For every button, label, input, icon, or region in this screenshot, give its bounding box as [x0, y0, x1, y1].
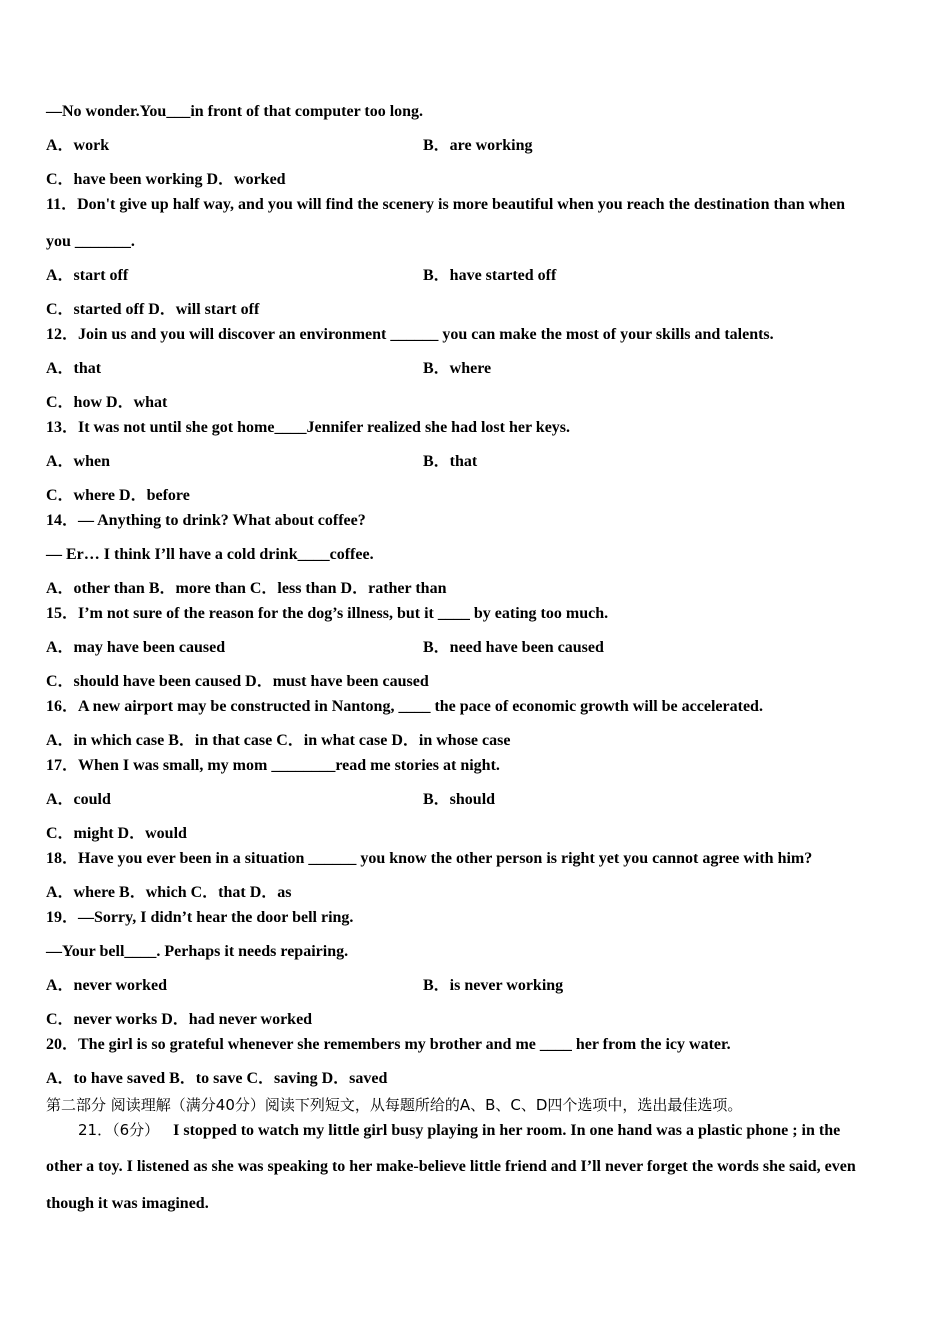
q12-options-ab: [46, 359, 906, 379]
q12-option-b: B．where: [423, 360, 492, 377]
q13-option-b: B．that: [423, 453, 478, 470]
q20-stem: 20．The girl is so grateful whenever she remembers my brother and me ____ her from the icy water.: [46, 1036, 731, 1053]
q19-option-a: A．never worked: [46, 977, 168, 994]
q10-option-a: A．work: [46, 137, 110, 154]
q13-options-ab: [46, 452, 906, 472]
q21-text-3: though it was imagined.: [46, 1195, 209, 1212]
q20-options: A．to have saved B．to save C．saving D．saved: [46, 1070, 388, 1087]
q15-options-cd: C．should have been caused D．must have been caused: [46, 673, 429, 690]
q14-answer-line: — Er… I think I’ll have a cold drink____coffee.: [46, 546, 374, 563]
q21-text-2: other a toy. I listened as she was speaking to her make-believe little friend and I’ll never forget the words she said, even: [46, 1158, 856, 1175]
q12-options-cd: C．how D．what: [46, 394, 168, 411]
q10-option-b: B．are working: [423, 137, 533, 154]
q11-option-a: A．start off: [46, 267, 129, 284]
q11-options-ab: [46, 266, 906, 286]
q17-options-ab: [46, 790, 906, 810]
q15-options-ab: [46, 638, 906, 658]
q10-options-cd: C．have been working D．worked: [46, 171, 286, 188]
q18-stem: 18．Have you ever been in a situation ______ you know the other person is right yet you cannot agree with him?: [46, 850, 813, 867]
q19-stem: 19．—Sorry, I didn’t hear the door bell ring.: [46, 909, 354, 926]
q21-number: 21．（6分）: [78, 1121, 160, 1139]
q10-options-ab: [46, 136, 906, 156]
q12-option-a: A．that: [46, 360, 102, 377]
q21-line-1: [78, 1120, 840, 1141]
q13-stem: 13．It was not until she got home____Jennifer realized she had lost her keys.: [46, 419, 571, 436]
q11-stem-line-2: you _______.: [46, 233, 135, 250]
q17-options-cd: C．might D．would: [46, 825, 187, 842]
q19-answer-line: —Your bell____. Perhaps it needs repairing.: [46, 943, 349, 960]
q19-options-ab: [46, 976, 906, 996]
q11-stem-line-1: 11．Don't give up half way, and you will find the scenery is more beautiful when you reach the destination than when: [46, 196, 846, 213]
part2-heading: 第二部分 阅读理解（满分40分）阅读下列短文，从每题所给的A、B、C、D四个选项中，选出最佳选项。: [46, 1096, 743, 1114]
q16-stem: 16．A new airport may be constructed in Nantong, ____ the pace of economic growth will be accelerated.: [46, 698, 763, 715]
q21-text-1: I stopped to watch my little girl busy playing in her room. In one hand was a plastic phone ; in the: [173, 1122, 841, 1139]
q19-options-cd: C．never works D．had never worked: [46, 1011, 313, 1028]
q13-options-cd: C．where D．before: [46, 487, 190, 504]
q17-option-a: A．could: [46, 791, 111, 808]
q15-stem: 15．I’m not sure of the reason for the dog’s illness, but it ____ by eating too much.: [46, 605, 609, 622]
q18-options: A．where B．which C．that D．as: [46, 884, 292, 901]
q11-options-cd: C．started off D．will start off: [46, 301, 260, 318]
q10-answer-line: —No wonder.You___in front of that computer too long.: [46, 103, 424, 120]
q17-option-b: B．should: [423, 791, 496, 808]
q13-option-a: A．when: [46, 453, 111, 470]
q17-stem: 17．When I was small, my mom ________read me stories at night.: [46, 757, 500, 774]
q16-options: A．in which case B．in that case C．in what case D．in whose case: [46, 732, 511, 749]
q15-option-a: A．may have been caused: [46, 639, 226, 656]
q14-options: A．other than B．more than C．less than D．rather than: [46, 580, 447, 597]
q15-option-b: B．need have been caused: [423, 639, 604, 656]
q14-stem: 14．— Anything to drink? What about coffee?: [46, 512, 366, 529]
q12-stem: 12．Join us and you will discover an environment ______ you can make the most of your skills and talents.: [46, 326, 774, 343]
q19-option-b: B．is never working: [423, 977, 564, 994]
q11-option-b: B．have started off: [423, 267, 557, 284]
